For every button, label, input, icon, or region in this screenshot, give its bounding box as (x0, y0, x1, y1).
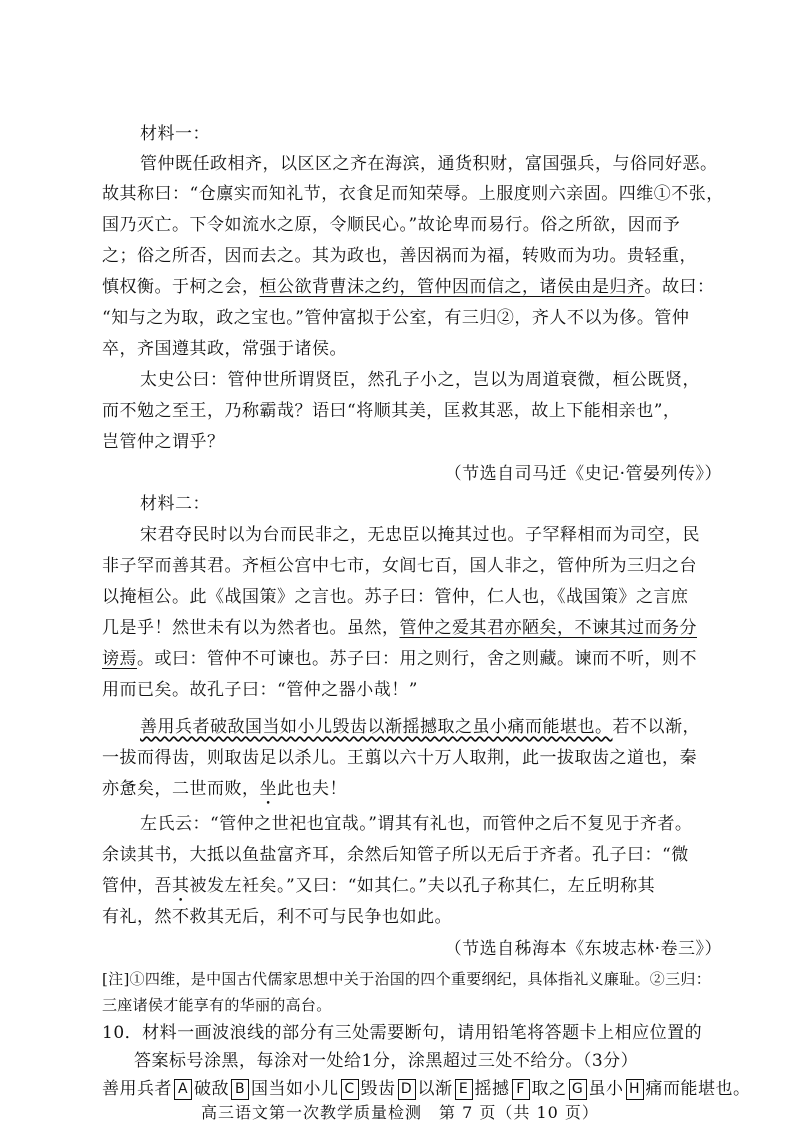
underlined-sentence: 谤焉 (102, 649, 137, 669)
material-2-line: 宋君夺民时以为台而民非之，无忠臣以掩其过也。子罕释相而为司空，民 (140, 525, 700, 545)
material-2-line: 左氏云：“管仲之世祀也宜哉。”谓其有礼也，而管仲之后不复见于齐者。 (140, 814, 693, 834)
material-2-line (140, 715, 700, 739)
text-segment: 慎权衡。于柯之会， (102, 277, 260, 297)
text-segment: 管仲，吾 (102, 876, 172, 896)
material-2-line (102, 616, 697, 640)
option-segment: 虽小 (588, 1079, 624, 1099)
question-10-stem: 答案标号涂黑，每涂对一处给1分，涂黑超过三处不给分。（3分） (134, 1051, 639, 1071)
wavy-underlined-sentence: 善用兵者破敌国当如小儿毁齿以渐摇撼取之虽小痛而能堪也。 (140, 717, 613, 737)
material-1-line: 卒，齐国遵其政，常强于诸侯。 (102, 339, 347, 359)
text-segment: 亦惫矣，二世而败， (102, 779, 260, 799)
option-box-g[interactable]: G (569, 1079, 587, 1100)
option-segment: 国当如小儿 (251, 1079, 339, 1099)
material-2-line (102, 647, 697, 671)
option-segment: 毁齿 (360, 1079, 396, 1099)
option-segment: 善用兵者 (102, 1079, 172, 1099)
material-1-line: “知与之为取，政之宝也。”管仲富拟于公室，有三归②，齐人不以为侈。管仲 (102, 308, 690, 328)
material-2-line (102, 874, 655, 906)
material-2-line: 有礼，然不救其无后，利不可与民争也如此。 (102, 907, 452, 927)
material-2-line: 非子罕而善其君。齐桓公宫中七市，女闾七百，国人非之，管仲所为三归之台 (102, 556, 697, 576)
option-segment: 痛而能堪也。 (645, 1079, 751, 1099)
material-2-line: 以掩桓公。此《战国策》之言也。苏子曰：管仲，仁人也，《战国策》之言庶 (102, 587, 689, 607)
annotation-note: [注]①四维，是中国古代儒家思想中关于治国的四个重要纲纪，具体指礼义廉耻。②三归： (102, 970, 712, 988)
material-2-line: 用而已矣。故孔子曰：“管仲之器小哉！” (102, 680, 418, 700)
material-2-source: （节选自秭海本《东坡志林·卷三》） (444, 939, 722, 959)
dotted-character: 坐 (259, 779, 277, 799)
option-box-b[interactable]: B (231, 1079, 249, 1100)
page-footer: 高三语文第一次教学质量检测 第 7 页（共 10 页） (201, 1103, 599, 1122)
text-segment: 几是乎！然世未有以为然者也。虽然， (102, 618, 400, 638)
material-2-line (102, 777, 347, 809)
option-segment: 以渐 (417, 1079, 453, 1099)
option-box-d[interactable]: D (398, 1079, 416, 1100)
option-segment: 破敌 (194, 1079, 229, 1099)
material-1-line: 管仲既任政相齐，以区区之齐在海滨，通货积财，富国强兵，与俗同好恶。 (140, 154, 718, 174)
annotation-note: 三座诸侯才能享有的华丽的高台。 (102, 996, 332, 1014)
text-segment: 此也夫！ (277, 779, 347, 799)
option-box-a[interactable]: A (174, 1079, 192, 1100)
option-box-e[interactable]: E (455, 1079, 473, 1100)
option-box-c[interactable]: C (341, 1079, 359, 1100)
text-segment: 。故曰： (644, 277, 715, 297)
text-segment: 被发左衽矣。”又曰：“如其仁。”夫以孔子称其仁，左丘明称其 (189, 876, 656, 896)
material-2-line: 一拔而得齿，则取齿足以杀儿。王翦以六十万人取荆，此一拔取齿之道也，秦 (102, 748, 697, 768)
material-1-line: 国乃灭亡。下令如流水之原，令顺民心。”故论卑而易行。俗之所欲，因而予 (102, 215, 681, 235)
text-segment: 若不以渐， (612, 717, 700, 737)
underlined-sentence: 桓公欲背曹沫之约，管仲因而信之，诸侯由是归齐 (259, 277, 645, 297)
option-segment: 取之 (531, 1079, 567, 1099)
material-1-heading: 材料一： (140, 124, 210, 144)
material-1-line (102, 275, 715, 299)
answer-options (102, 1077, 751, 1101)
material-1-line: 岂管仲之谓乎？ (102, 432, 225, 452)
material-1-line: 故其称曰：“仓廪实而知礼节，衣食足而知荣辱。上服度则六亲固。四维①不张， (102, 184, 724, 204)
underlined-sentence: 管仲之爱其君亦陋矣，不谏其过而务分 (399, 618, 697, 638)
question-10-stem: 10．材料一画波浪线的部分有三处需要断句，请用铅笔将答题卡上相应位置的 (102, 1023, 703, 1043)
material-1-line: 太史公曰：管仲世所谓贤臣，然孔子小之，岂以为周道衰微，桓公既贤， (140, 370, 700, 390)
material-2-heading: 材料二： (140, 494, 210, 514)
option-box-h[interactable]: H (626, 1079, 644, 1100)
option-box-f[interactable]: F (512, 1079, 530, 1100)
material-2-line: 余读其书，大抵以鱼盐富齐耳，余然后知管子所以无后于齐者。孔子曰：“微 (102, 845, 689, 865)
material-1-line: 之；俗之所否，因而去之。其为政也，善因祸而为福，转败而为功。贵轻重， (102, 246, 697, 266)
option-segment: 摇撼 (474, 1079, 510, 1099)
material-1-line: 而不勉之至王，乃称霸哉？语曰“将顺其美，匡救其恶，故上下能相亲也”， (102, 401, 681, 421)
text-segment: 。或曰：管仲不可谏也。苏子曰：用之则行，舍之则藏。谏而不听，则不 (137, 649, 697, 669)
material-1-source: （节选自司马迁《史记·管晏列传》） (444, 464, 722, 484)
dotted-character: 其 (172, 876, 190, 896)
